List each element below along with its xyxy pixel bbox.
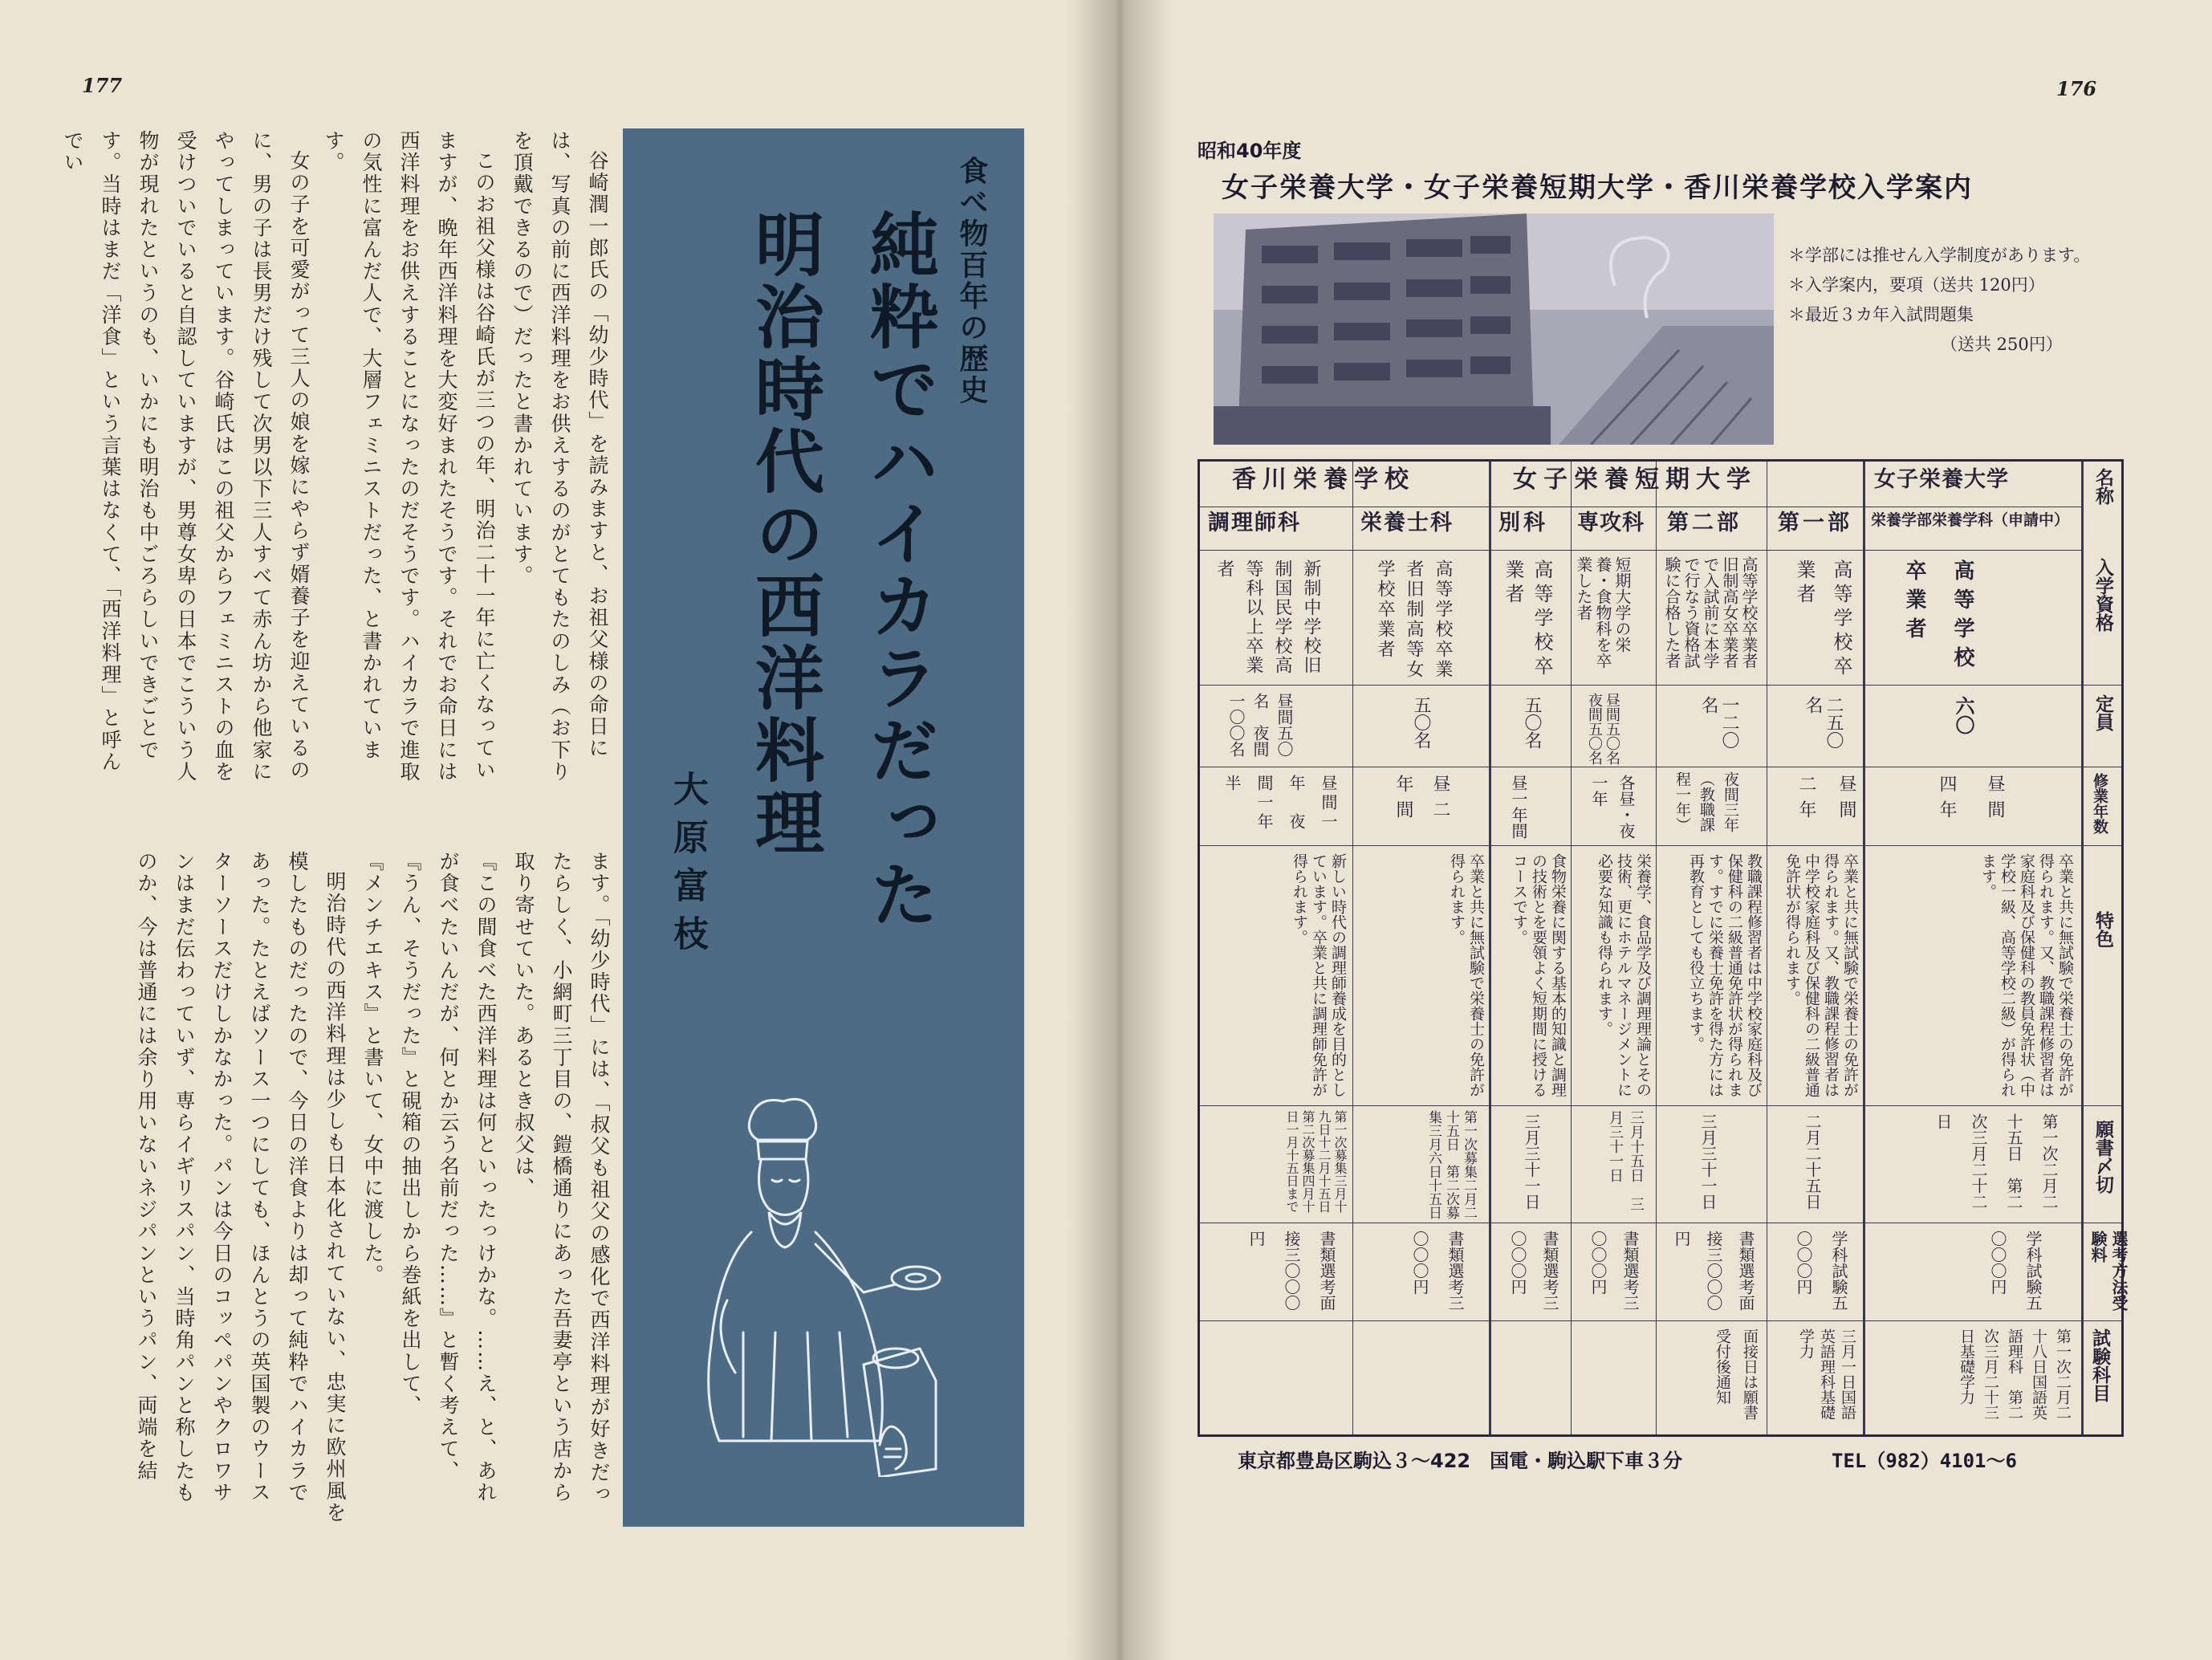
cell-deadline: 三月三十一日 (1698, 1113, 1718, 1210)
article-title-line-1: 純粋でハイカラだった (858, 209, 939, 931)
cell-qualification: 新制中学校旧制国民学校高等科以上卒業者 (1214, 559, 1321, 675)
paragraph: このお祖父様は谷崎氏が三つの年、明治二十一年に亡くなっていますが、晩年西洋料理を大変好まれたそうです。それでお命日には西洋料理をお供えすることになったのだそうです。ハイカラで進取の気性に富んだ人で、大層フェミニストだった、と書かれています。 (322, 130, 496, 783)
cell-qualification: 高等学校卒業者旧制高女卒業者で入試前に本学で行なう資格試験に合格した者 (1662, 556, 1759, 669)
cell-feature: 教職課程修習者は中学校家庭科及び保健科の二級普通免許状が得られます。すでに栄養士免許を得た方には再教育としても役立ちます。 (1687, 853, 1763, 1097)
cell-exam: 学科試験五〇〇〇円 (1794, 1231, 1848, 1311)
cell-years: 昼二年間 (1393, 775, 1450, 826)
cell-capacity: 五〇名 (1522, 696, 1542, 749)
school-header-kagawa: 香川栄養学校 (1232, 466, 1415, 494)
cell-capacity: 一二〇名 (1698, 696, 1739, 749)
dept-header-advanced: 専攻科 (1577, 511, 1645, 535)
ad-address: 東京都豊島区駒込３〜422 国電・駒込駅下車３分 (1238, 1450, 1683, 1472)
cell-feature: 卒業と共に無試験で栄養士の免許が得られます。又、教職課程修習者は中学校家庭科及び保健科の二級普通免許状が得られます。 (1783, 853, 1859, 1097)
cell-years: 各昼・夜一年 (1589, 775, 1636, 839)
row-label-deadline: 願書〆切 (2092, 1120, 2113, 1194)
quote: 『この間食べた西洋料理は何といったっけかな。……え、と、あれが食べたいんだが、何とか云う名前だった……』と暫く考えて、 (437, 851, 498, 1503)
body-text-upper-right (319, 130, 616, 788)
cell-exam: 学科試験五〇〇〇円 (1988, 1231, 2043, 1311)
cell-feature: 食物栄養に関する基本的知識と調理の技術とを要領よく短期間に授けるコースです。 (1511, 853, 1567, 1097)
dept-header-second: 第二部 (1667, 511, 1742, 535)
quote: 『うん、そうだった』と硯箱の抽出しから巻紙を出して、 (399, 851, 422, 1417)
dept-header-cook: 調理師科 (1208, 511, 1301, 535)
cell-exam: 書類選考面接三〇〇〇円 (1246, 1231, 1336, 1311)
cell-years: 夜間三年（教職課程一年） (1673, 771, 1739, 832)
cell-deadline: 二月二十五日 (1803, 1113, 1822, 1210)
school-header-junior-college: 女子栄養短期大学 (1513, 466, 1757, 494)
cell-qualification: 高等学校卒業者 (1793, 559, 1852, 680)
cell-capacity: 昼間五〇名 夜間五〇名 (1586, 693, 1620, 779)
cell-years: 昼間二年 (1796, 775, 1856, 826)
cell-exam: 書類選考三〇〇〇円 (1588, 1231, 1640, 1311)
cell-capacity: 二五〇名 (1803, 696, 1844, 749)
cell-qualification: 高等学校卒業者 (1902, 559, 1974, 675)
cell-years: 昼間四年 (1937, 775, 2005, 826)
cell-subjects: 第一次二月二十八日国語英語理科 第二次三月二十三日基礎学力 (1958, 1328, 2072, 1420)
paragraph: 明治時代の西洋料理は少しも日本化されていない、忠実に欧州風を模したものだったので、今日の洋食よりは却って純粋でハイカラであった。たとえばソース一つにしても、ほんとうの英国製のウースターソースだけしかなかった。パンは今日のコッペパンやクロワサンはまだ伝わっていず、専らイギリスパン、当時角パンと称したものか、今は普通には余り用いないネジパンというパン、両端を結 (135, 851, 347, 1524)
row-label-capacity: 定員 (2092, 694, 2113, 731)
page-number-right: 176 (2056, 77, 2097, 100)
dept-header-dietitian: 栄養士科 (1360, 511, 1454, 535)
cell-capacity: 五〇名 (1411, 696, 1431, 749)
series-title: 食べ物百年の歴史 (955, 156, 989, 406)
cell-subjects: 面接日は願書受付後通知 (1714, 1328, 1759, 1420)
row-label-feature: 特色 (2092, 911, 2113, 948)
campus-photo (1214, 214, 1774, 445)
body-text-upper-left (61, 130, 318, 788)
ad-telephone: TEL（982）4101〜6 (1832, 1450, 2017, 1472)
note-1: ＊学部には推せん入学制度があります。 (1788, 246, 2091, 265)
admissions-table (1197, 459, 2129, 1437)
cell-deadline: 第一次二月二十五日 第二次三月二十二日 (1933, 1113, 2059, 1210)
cell-years: 昼間一年 夜間一年半 (1222, 775, 1338, 832)
cell-subjects: 三月一日国語英語理科基礎学力 (1797, 1328, 1856, 1420)
cell-feature: 卒業と共に無試験で栄養士の免許が得られます。 (1448, 853, 1485, 1097)
cell-feature: 卒業と共に無試験で栄養士の免許が得られます。又、教職課程修習者は家庭科及び保健科の教員免許状（中学校一級、高等学校二級）が得られます。 (1979, 853, 2074, 1097)
dept-header-nutrition: 栄養学部栄養学科（申請中） (1871, 511, 2070, 529)
paragraph: ます。「幼少時代」には、「叔父も祖父の感化で西洋料理が好きだったらしく、小網町三丁目の、鎧橋通りにあった吾妻亭という店から取り寄せていた。あるとき叔父は、 (512, 851, 611, 1506)
row-label-name: 名称 (2092, 468, 2113, 505)
note-4: （送共 250円） (1941, 335, 2063, 354)
cell-exam: 書類選考面接三〇〇〇円 (1672, 1231, 1755, 1311)
right-page (1116, 0, 2212, 1660)
cell-deadline: 第一次募集二月二十五日 第二次募集三月六日十五日 (1425, 1110, 1477, 1219)
cell-qualification: 高等学校卒業者旧制高等女学校卒業者 (1375, 559, 1453, 680)
cell-feature: 栄養学、食品学及び調理理論とその技術、更にホテルマネージメントに必要な知識も得られます。 (1596, 853, 1652, 1097)
page-number-left: 177 (82, 74, 123, 97)
cell-deadline: 第一次募集三月十九日十二月十五日 第二次募集四月十日一月十五日まで (1284, 1110, 1348, 1226)
dept-header-special: 別科 (1498, 511, 1548, 535)
cell-exam: 書類選考三〇〇〇円 (1410, 1231, 1465, 1311)
cell-qualification: 短期大学の栄養・食物科を卒業した者 (1574, 556, 1632, 669)
cell-feature: 新しい時代の調理師養成を目的としています。卒業と共に調理師免許が得られます。 (1291, 853, 1347, 1097)
cell-years: 昼一年間 (1509, 775, 1528, 839)
ad-title: 女子栄養大学・女子栄養短期大学・香川栄養学校入学案内 (1222, 172, 1973, 204)
admission-notes (1788, 241, 2090, 360)
row-label-years: 修業年数 (2091, 773, 2108, 834)
row-label-exam: 選考方法受験料 (2088, 1231, 2129, 1311)
cell-deadline: 三月十五日 三月三十一日 (1607, 1110, 1645, 1211)
ad-year: 昭和40年度 (1197, 140, 1302, 162)
school-header-university: 女子栄養大学 (1874, 467, 2009, 492)
cell-deadline: 三月三十一日 (1522, 1113, 1541, 1210)
cell-capacity: 昼間五〇名 夜間一〇〇名 (1226, 693, 1294, 757)
paragraph: 女の子を可愛がって三人の娘を嫁にやらず婿養子を迎えているのに、男の子は長男だけ残して次男以下三人すべて赤ん坊から他家にやってしまっています。谷崎氏はこの祖父からフェミニストの血を受けついでいると自認していますが、男尊女卑の日本でこういう人物が現れたというのも、いかにも明治も中ごろらしいできごとです。当時はまだ「洋食」という言葉はなくて、「西洋料理」と呼んでい (61, 130, 311, 783)
row-label-subjects: 試験科目 (2089, 1328, 2110, 1402)
note-2: ＊入学案内，要項（送共 120円） (1788, 275, 2045, 295)
article-title-line-2: 明治時代の西洋料理 (743, 209, 824, 859)
note-3: ＊最近３カ年入試問題集 (1788, 305, 1974, 324)
body-text-lower (96, 851, 618, 1525)
cell-capacity: 六〇 (1952, 696, 1975, 734)
row-label-qualification: 入学資格 (2092, 558, 2113, 632)
cell-qualification: 高等学校卒業者 (1502, 559, 1553, 680)
quote: 『メンチエキス』と書いて、女中に渡した。 (361, 851, 384, 1286)
chef-illustration (695, 1092, 968, 1477)
author-name: 大原富枝 (667, 771, 708, 963)
dept-header-first: 第一部 (1778, 511, 1852, 535)
cell-exam: 書類選考三〇〇〇円 (1508, 1231, 1559, 1311)
title-panel (623, 128, 1024, 1527)
paragraph: 谷崎潤一郎氏の「幼少時代」を読みますと、お祖父様の命日には、写真の前に西洋料理をお供えするのがとてもたのしみ（お下りを頂戴できるので）だったと書かれています。 (510, 130, 609, 783)
